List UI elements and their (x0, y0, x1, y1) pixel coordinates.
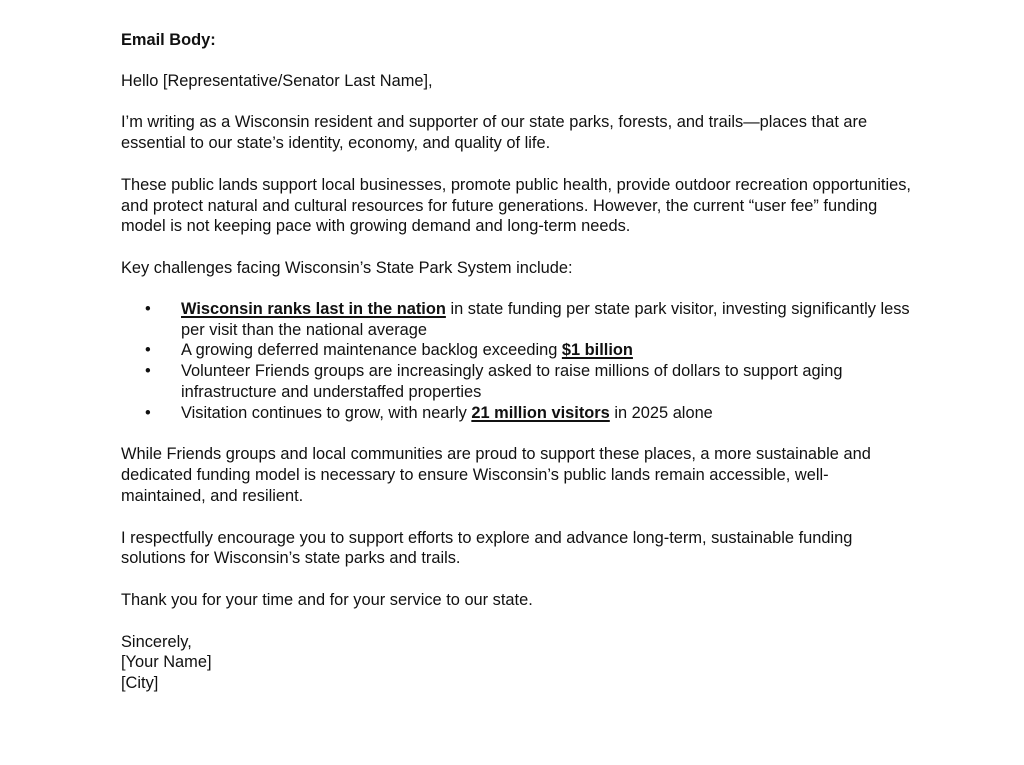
sign-off: Sincerely, (121, 632, 192, 651)
intro-paragraph: I’m writing as a Wisconsin resident and supporter of our state parks, forests, and trails—places that are essential to our state’s identity, economy, and quality of life. (121, 113, 868, 153)
email-body-document (121, 30, 911, 694)
item-text: in state funding per state park visitor, investing significantly less per visit than the national average (181, 299, 910, 339)
list-item (121, 361, 911, 403)
item-emphasis: Wisconsin ranks last in the nation (181, 299, 446, 318)
bullet-icon: • (145, 362, 151, 381)
challenges-list (121, 299, 911, 424)
list-item (121, 299, 911, 341)
bullet-icon: • (145, 341, 151, 360)
challenges-lead-in: Key challenges facing Wisconsin’s State Park System include: (121, 258, 573, 277)
support-paragraph: While Friends groups and local communities are proud to support these places, a more sustainable and dedicated funding model is necessary to ensure Wisconsin’s public lands remain accessible, well-maintained, and resilient. (121, 445, 871, 505)
list-item (121, 340, 911, 361)
context-paragraph: These public lands support local businesses, promote public health, provide outdoor recreation opportunities, and protect natural and cultural resources for future generations. However, the current “user fee” funding model is not keeping pace with growing demand and long-term needs. (121, 175, 911, 236)
bullet-icon: • (145, 403, 151, 422)
request-paragraph: I respectfully encourage you to support efforts to explore and advance long-term, sustainable funding solutions for Wisconsin’s state parks and trails. (121, 528, 853, 568)
thank-you-paragraph: Thank you for your time and for your service to our state. (121, 590, 533, 609)
greeting: Hello [Representative/Senator Last Name], (121, 71, 433, 90)
list-item (121, 403, 911, 424)
signature-block (121, 632, 911, 694)
item-text: Visitation continues to grow, with nearly (181, 403, 472, 422)
item-text: A growing deferred maintenance backlog exceeding (181, 341, 562, 360)
item-text: Volunteer Friends groups are increasingly asked to raise millions of dollars to support aging infrastructure and understaffed properties (181, 362, 843, 401)
bullet-icon: • (145, 299, 151, 318)
item-text: in 2025 alone (609, 403, 713, 422)
item-emphasis: 21 million visitors (471, 403, 610, 422)
signer-name-placeholder: [Your Name] (121, 653, 212, 672)
signer-city-placeholder: [City] (121, 674, 159, 693)
section-heading: Email Body: (121, 31, 216, 49)
item-emphasis: $1 billion (561, 341, 633, 360)
